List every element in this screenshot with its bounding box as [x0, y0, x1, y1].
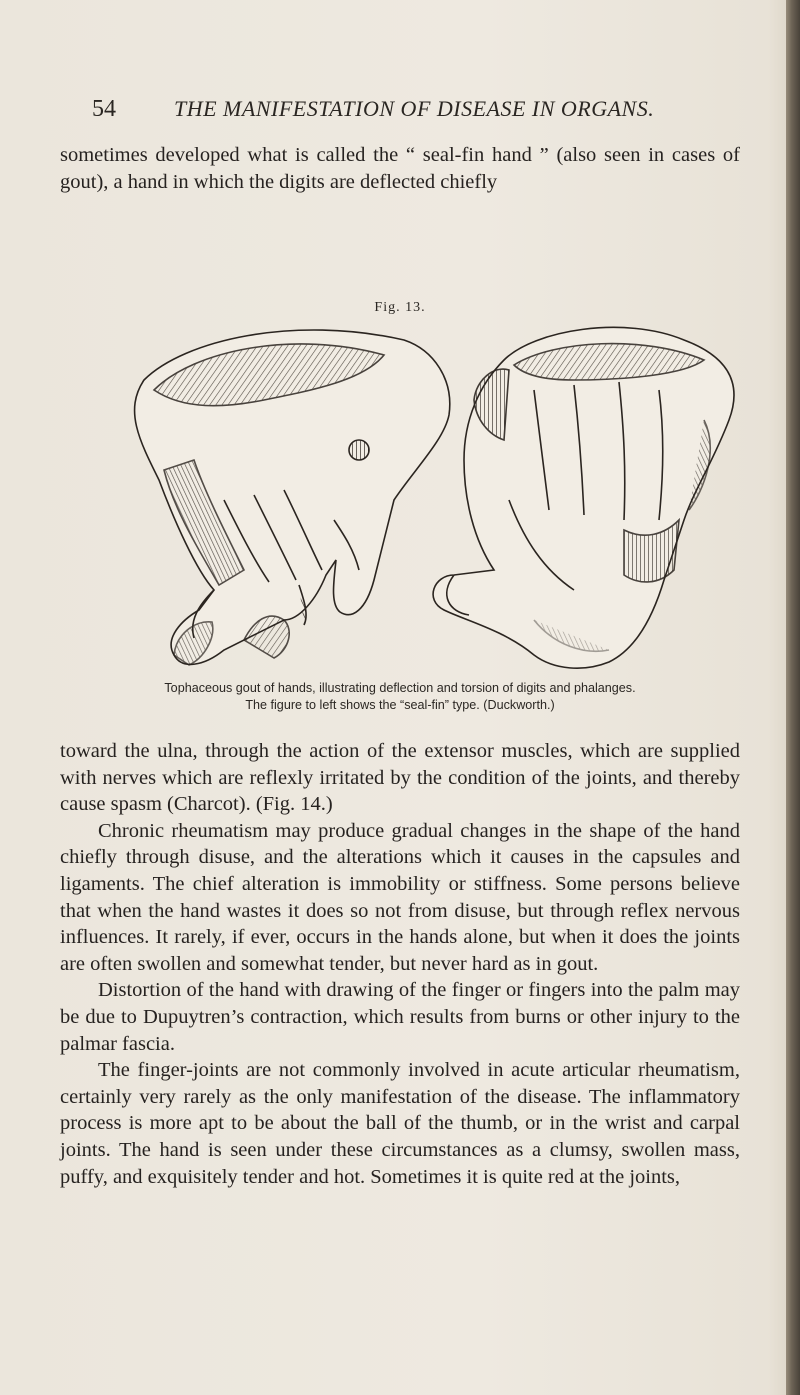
caption-line-1: Tophaceous gout of hands, illustrating deflection and torsion of digits and phalanges. [164, 681, 636, 695]
figure-label: Fig. 13. [374, 300, 426, 315]
intro-paragraph [60, 142, 740, 195]
hands-engraving [104, 320, 754, 676]
paragraph-3: Distortion of the hand with drawing of the finger or fingers into the palm may be due to Dupuytren’s contraction, which results from burns or other injury to the palmar fascia. [60, 979, 740, 1055]
figure-hands-illustration [104, 320, 754, 676]
left-hand [135, 330, 450, 665]
paragraph-1: toward the ulna, through the action of the extensor muscles, which are supplied with nerves which are reflexly irritated by the condition of the joints, and thereby cause spasm (Charcot). (Fig. 14.) [60, 740, 740, 816]
page-number: 54 [92, 96, 116, 122]
figure-caption [60, 680, 740, 714]
caption-line-2: The figure to left shows the “seal-fin” type. (Duckworth.) [245, 698, 555, 712]
intro-text: sometimes developed what is called the “ seal-fin hand ” (also seen in cases of gout), a hand in which the digits are deflected chiefly [60, 144, 740, 193]
paragraph-2: Chronic rheumatism may produce gradual changes in the shape of the hand chiefly through disuse, and the alterations which it causes in the capsules and ligaments. The chief alteration is immobility or stiffness. Some persons believe that when the hand wastes it does so not from disuse, but through reflex nervous influences. It rarely, if ever, occurs in the hands alone, but when it does the joints are often swollen and somewhat tender, but never hard as in gout. [60, 819, 740, 975]
page-edge-shadow [786, 0, 800, 1395]
body-text [60, 738, 740, 1190]
running-head: THE MANIFESTATION OF DISEASE IN ORGANS. [174, 96, 655, 121]
right-hand [433, 327, 734, 668]
paragraph-4: The finger-joints are not commonly involved in acute articular rheumatism, certainly very rarely as the only manifestation of the disease. The inflammatory process is more apt to be about the ball of the thumb, or in the wrist and carpal joints. The hand is seen under these circumstances as a clumsy, swollen mass, puffy, and exquisitely tender and hot. Sometimes it is quite red at the joints, [60, 1059, 740, 1188]
page-header [92, 96, 692, 130]
